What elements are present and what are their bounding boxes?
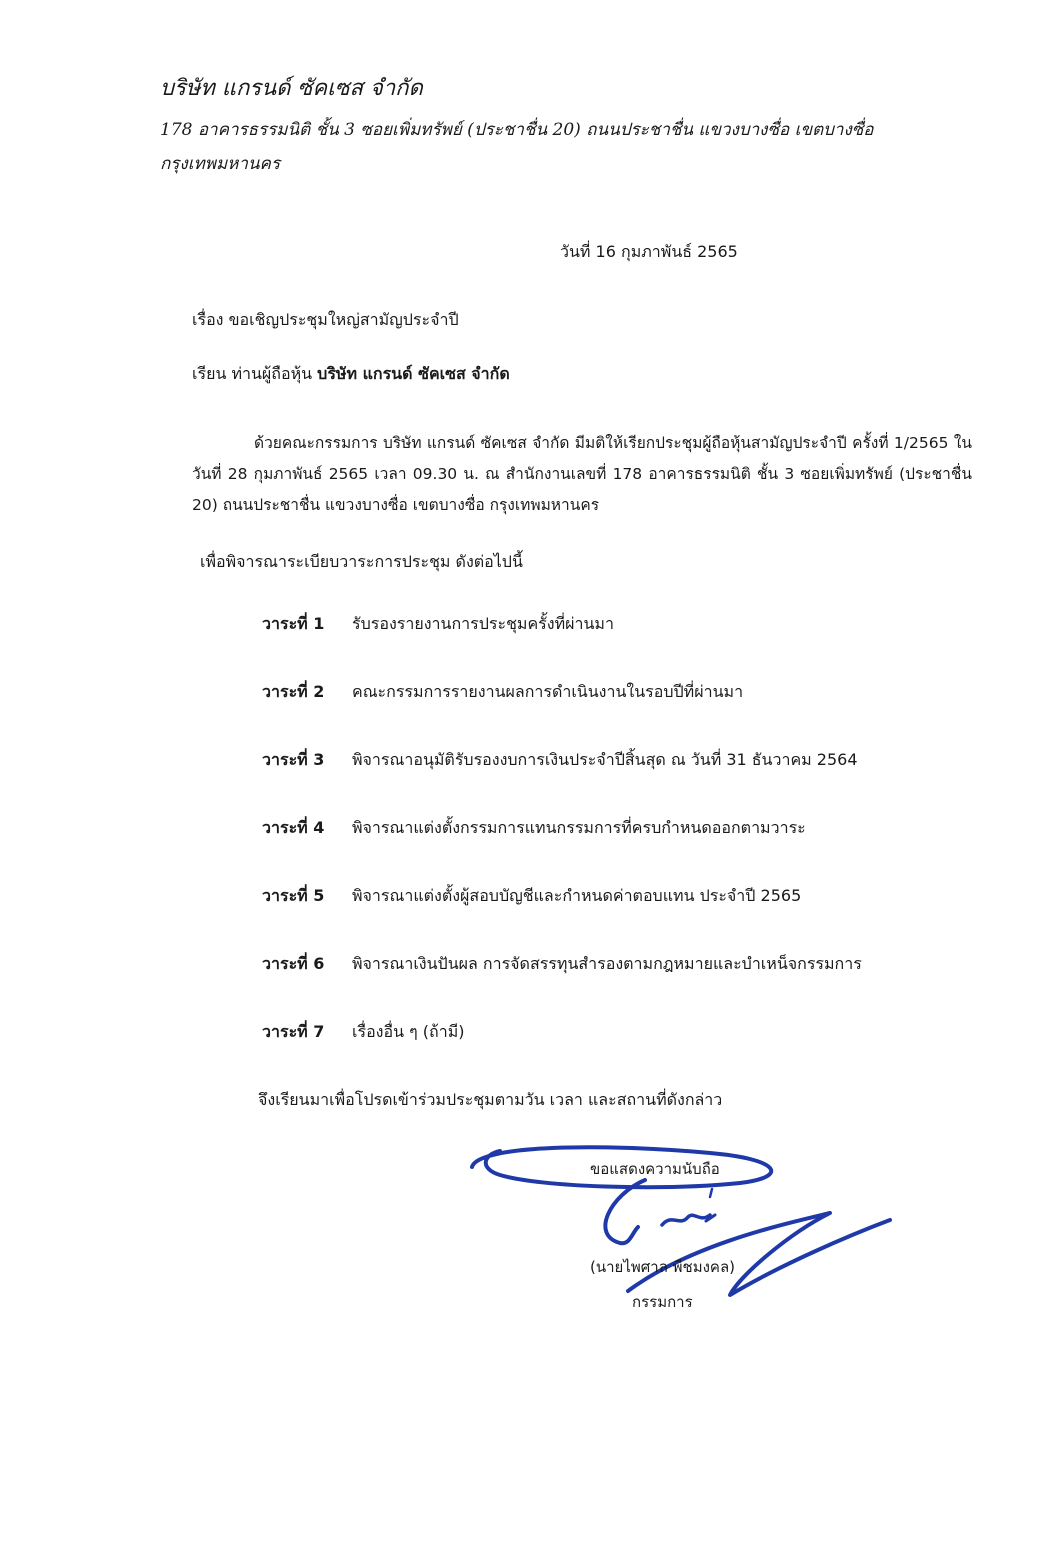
body-paragraph: ด้วยคณะกรรมการ บริษัท แกรนด์ ซัคเซส จำกัด มีมติให้เรียกประชุมผู้ถือหุ้นสามัญประจำปี ครั้งที่ 1/2565 ในวันที่ 28 กุมภาพันธ์ 2565 เวลา 09.30 น. ณ สำนักงานเลขที่ 178 อาคารธรรมนิติ ชั้น 3 ซอยเพิ่มทรัพย์ (ประชาชื่น 20) ถนนประชาชื่น แขวงบางซื่อ เขตบางซื่อ กรุงเทพมหานคร [192, 434, 972, 514]
letter-date: วันที่ 16 กุมภาพันธ์ 2565 [560, 242, 738, 261]
letter-addressee [192, 362, 510, 387]
letterhead-address-line-2: กรุงเทพมหานคร [160, 154, 281, 174]
agenda-item [262, 952, 862, 977]
closing-line: จึงเรียนมาเพื่อโปรดเข้าร่วมประชุมตามวัน เวลา และสถานที่ดังกล่าว [258, 1090, 723, 1109]
agenda-text: พิจารณาแต่งตั้งกรรมการแทนกรรมการที่ครบกำหนดออกตามวาระ [352, 818, 806, 837]
agenda-number: วาระที่ 5 [262, 886, 325, 905]
agenda-item [262, 680, 743, 705]
agenda-text: รับรองรายงานการประชุมครั้งที่ผ่านมา [352, 614, 614, 633]
addressee-company: บริษัท แกรนด์ ซัคเซส จำกัด [317, 364, 510, 383]
agenda-text: เรื่องอื่น ๆ (ถ้ามี) [352, 1022, 465, 1041]
signature-regards: ขอแสดงความนับถือ [590, 1160, 720, 1178]
agenda-text: พิจารณาอนุมัติรับรองงบการเงินประจำปีสิ้นสุด ณ วันที่ 31 ธันวาคม 2564 [352, 750, 858, 769]
agenda-intro: เพื่อพิจารณาระเบียบวาระการประชุม ดังต่อไปนี้ [200, 552, 523, 571]
agenda-text: พิจารณาแต่งตั้งผู้สอบบัญชีและกำหนดค่าตอบแทน ประจำปี 2565 [352, 886, 802, 905]
agenda-number: วาระที่ 3 [262, 750, 325, 769]
letterhead-address-line-1: 178 อาคารธรรมนิติ ชั้น 3 ซอยเพิ่มทรัพย์ (ประชาชื่น 20) ถนนประชาชื่น แขวงบางซื่อ เขตบางซื่อ [160, 120, 874, 140]
agenda-text: คณะกรรมการรายงานผลการดำเนินงานในรอบปีที่ผ่านมา [352, 682, 744, 701]
agenda-number: วาระที่ 2 [262, 682, 325, 701]
signer-name: (นายไพศาล พืชมงคล) [590, 1258, 736, 1276]
agenda-number: วาระที่ 1 [262, 614, 325, 633]
agenda-item [262, 612, 614, 637]
agenda-number: วาระที่ 4 [262, 818, 325, 837]
signer-title: กรรมการ [632, 1293, 693, 1311]
agenda-text: พิจารณาเงินปันผล การจัดสรรทุนสำรองตามกฎหมายและบำเหน็จกรรมการ [352, 954, 862, 973]
agenda-item [262, 816, 806, 841]
agenda-number: วาระที่ 6 [262, 954, 325, 973]
letterhead-company-name: บริษัท แกรนด์ ซัคเซส จำกัด [160, 76, 423, 101]
agenda-item [262, 884, 801, 909]
agenda-item [262, 748, 858, 773]
agenda-item [262, 1020, 465, 1045]
agenda-number: วาระที่ 7 [262, 1022, 325, 1041]
addressee-prefix: เรียน ท่านผู้ถือหุ้น [192, 364, 318, 383]
letter-subject: เรื่อง ขอเชิญประชุมใหญ่สามัญประจำปี [192, 310, 459, 329]
